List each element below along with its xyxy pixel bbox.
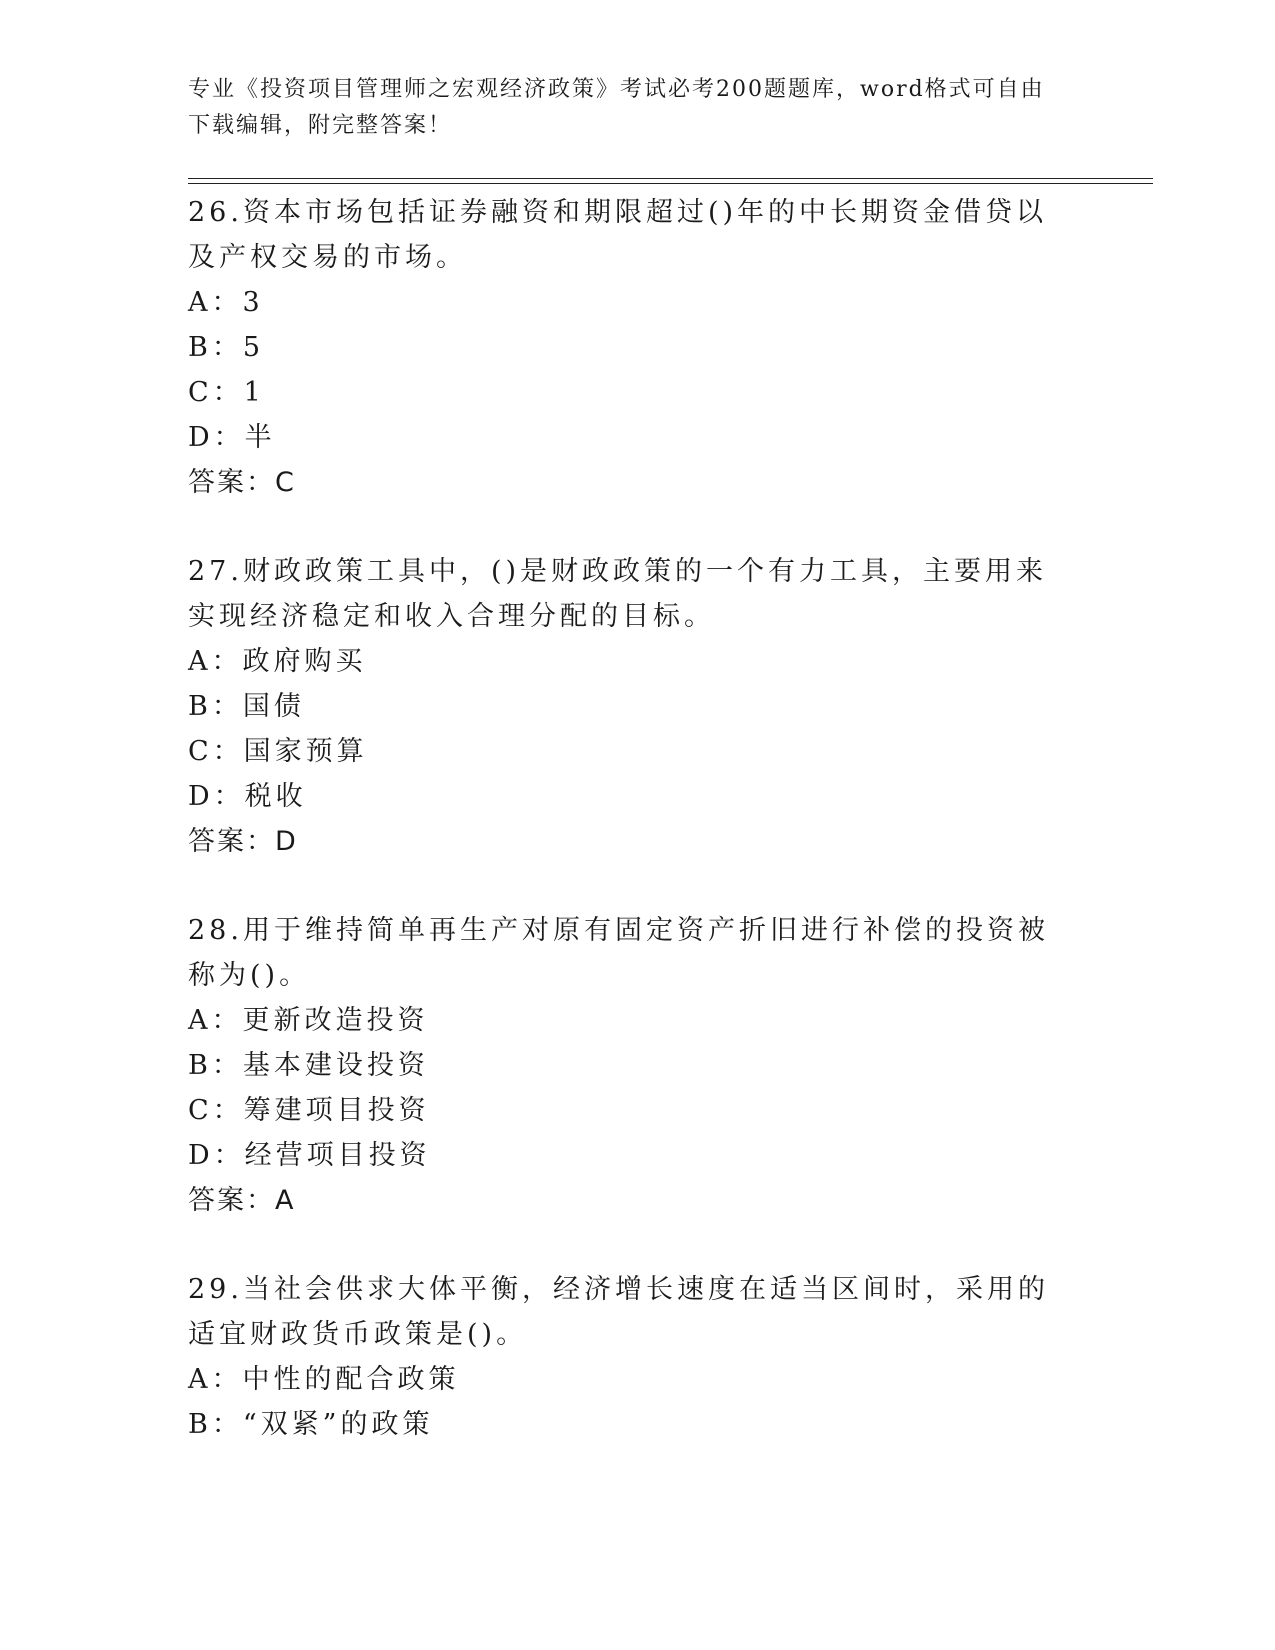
option-key: A： [188, 287, 243, 318]
question-text: 29.当社会供求大体平衡，经济增长速度在适当区间时，采用的适宜财政货币政策是()。 [188, 1274, 1049, 1350]
question-26 [188, 190, 1068, 505]
option-value: 基本建设投资 [242, 1050, 429, 1081]
option-value: 3 [242, 287, 264, 318]
header-divider-bottom [188, 183, 1153, 184]
answer-line: 答案：A [188, 1185, 296, 1216]
option-key: D： [188, 1140, 245, 1171]
option-key: C： [188, 377, 244, 408]
option-key: D： [188, 781, 245, 812]
question-text: 28.用于维持简单再生产对原有固定资产折旧进行补偿的投资被称为()。 [188, 915, 1049, 991]
question-text: 26.资本市场包括证券融资和期限超过()年的中长期资金借贷以及产权交易的市场。 [188, 197, 1048, 273]
option-value: 半 [244, 422, 276, 453]
option-a [188, 1357, 1068, 1402]
header-line-2: 下载编辑，附完整答案！ [188, 113, 453, 138]
question-29 [188, 1267, 1068, 1447]
header-divider-top [188, 178, 1153, 179]
option-key: C： [188, 736, 244, 767]
option-value: 5 [242, 332, 265, 363]
option-key: A： [188, 1005, 243, 1036]
option-value: “双紧”的政策 [242, 1409, 434, 1440]
option-b [188, 1043, 1068, 1088]
question-28 [188, 908, 1068, 1223]
option-c [188, 370, 1068, 415]
option-key: B： [188, 1409, 243, 1440]
header-line-1: 专业《投资项目管理师之宏观经济政策》考试必考200题题库，word格式可自由 [188, 77, 1045, 102]
option-b [188, 684, 1068, 729]
option-value: 1 [243, 377, 265, 408]
option-value: 税收 [244, 781, 307, 812]
option-a [188, 280, 1068, 325]
question-27 [188, 549, 1068, 864]
option-key: B： [188, 1050, 243, 1081]
option-a [188, 998, 1068, 1043]
option-c [188, 729, 1068, 774]
option-key: A： [188, 646, 243, 677]
option-d [188, 415, 1068, 460]
option-value: 政府购买 [242, 646, 367, 677]
option-value: 中性的配合政策 [242, 1364, 460, 1395]
option-d [188, 774, 1068, 819]
option-key: C： [188, 1095, 244, 1126]
option-c [188, 1088, 1068, 1133]
question-text: 27.财政政策工具中，()是财政政策的一个有力工具，主要用来实现经济稳定和收入合理分配的目标。 [188, 556, 1048, 632]
answer-line: 答案：C [188, 467, 296, 498]
option-value: 国债 [242, 691, 305, 722]
option-key: D： [188, 422, 245, 453]
option-b [188, 1402, 1068, 1447]
option-b [188, 325, 1068, 370]
option-value: 国家预算 [243, 736, 368, 767]
option-value: 更新改造投资 [242, 1005, 429, 1036]
answer-line: 答案：D [188, 826, 298, 857]
option-d [188, 1133, 1068, 1178]
option-key: B： [188, 332, 243, 363]
option-key: A： [188, 1364, 243, 1395]
option-value: 筹建项目投资 [243, 1095, 430, 1126]
option-a [188, 639, 1068, 684]
option-key: B： [188, 691, 243, 722]
question-list [188, 190, 1068, 1491]
option-value: 经营项目投资 [244, 1140, 431, 1171]
document-header [188, 72, 1088, 144]
